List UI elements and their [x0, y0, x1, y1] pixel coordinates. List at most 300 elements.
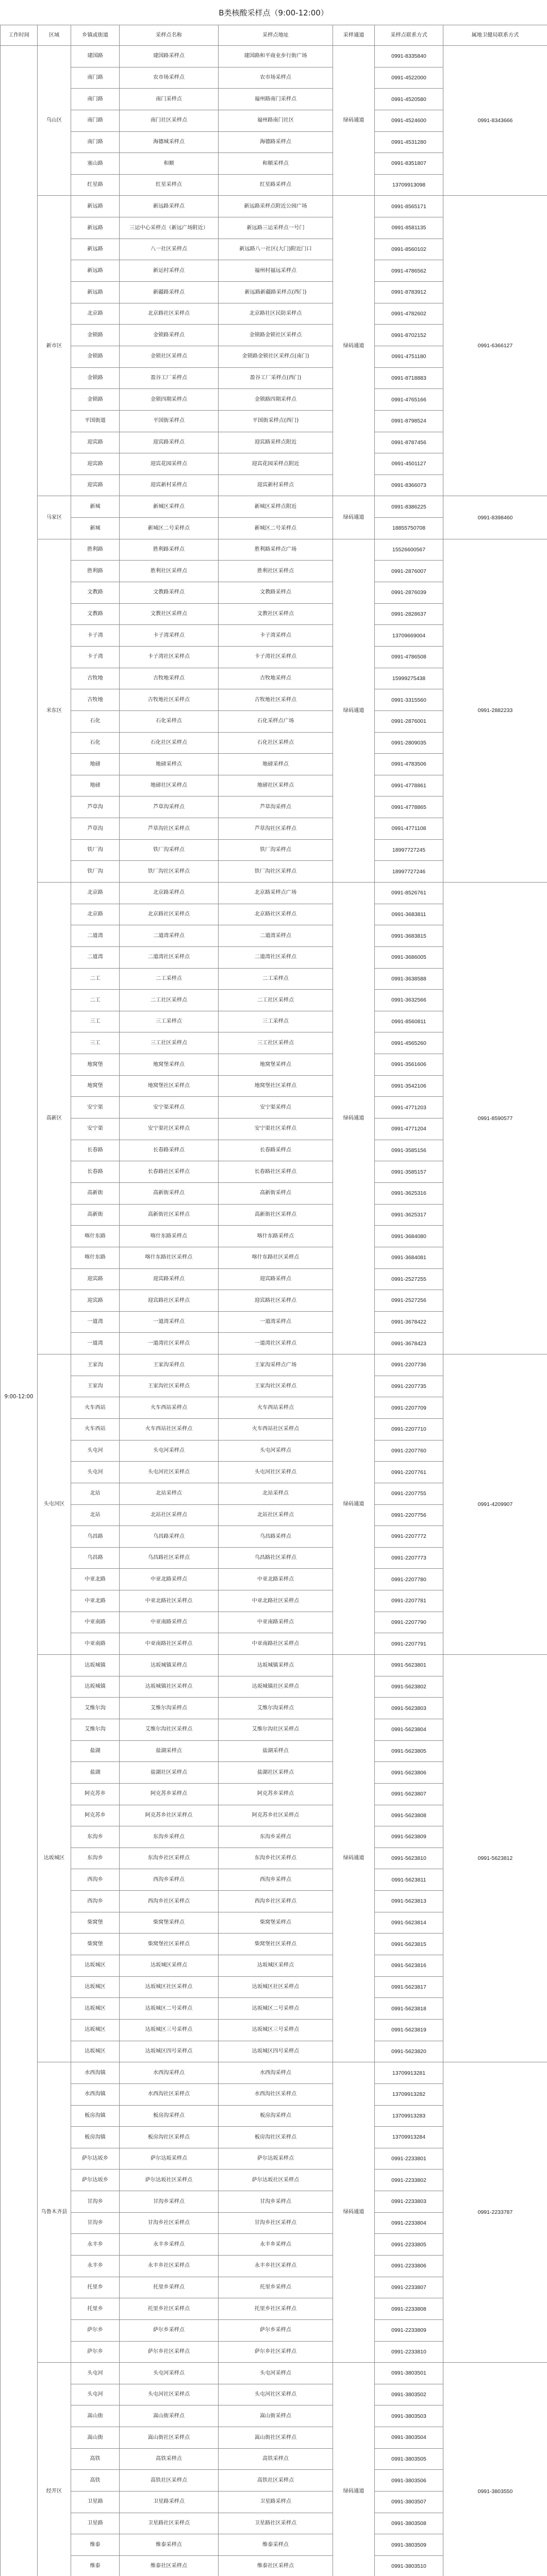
site-address-cell: 永丰乡社区采样点 — [219, 2255, 333, 2277]
town-cell: 金锁路 — [71, 325, 120, 346]
site-phone-cell: 15526600567 — [375, 539, 443, 561]
site-address-cell: 西沟乡社区采样点 — [219, 1891, 333, 1912]
site-phone-cell: 0991-8702152 — [375, 325, 443, 346]
site-address-cell: 萨尔达坂社区采样点 — [219, 2170, 333, 2191]
town-cell: 塞山路 — [71, 153, 120, 175]
region-cell: 头屯河区 — [38, 1354, 71, 1655]
health-phone-cell: 0991-8590577 — [443, 882, 547, 1354]
region-cell: 经开区 — [38, 2363, 71, 2576]
site-phone-cell: 13709913098 — [375, 174, 443, 196]
site-address-cell: 艾维尔沟采样点 — [219, 1698, 333, 1719]
town-cell: 北站 — [71, 1504, 120, 1526]
site-address-cell: 一道湾社区采样点 — [219, 1333, 333, 1354]
site-name-cell: 西沟乡采样点 — [120, 1869, 219, 1891]
site-address-cell: 喀什东路采样点 — [219, 1226, 333, 1247]
site-name-cell: 火车西站采样点 — [120, 1397, 219, 1419]
site-phone-cell: 0991-4778861 — [375, 775, 443, 796]
site-phone-cell: 0991-5623811 — [375, 1869, 443, 1891]
health-phone-cell: 0991-8343666 — [443, 46, 547, 196]
site-phone-cell: 0991-2233802 — [375, 2170, 443, 2191]
site-phone-cell: 0991-2876001 — [375, 710, 443, 732]
site-phone-cell: 0991-4565260 — [375, 1032, 443, 1054]
site-phone-cell: 0991-4751180 — [375, 346, 443, 367]
site-name-cell: 芦草沟社区采样点 — [120, 818, 219, 840]
site-phone-cell: 0991-3803501 — [375, 2363, 443, 2384]
site-name-cell: 达坂城镇社区采样点 — [120, 1676, 219, 1698]
region-cell: 乌山区 — [38, 46, 71, 196]
site-address-cell: 托里乡社区采样点 — [219, 2298, 333, 2320]
town-cell: 王家沟 — [71, 1376, 120, 1397]
site-address-cell: 盐湖社区采样点 — [219, 1762, 333, 1784]
site-address-cell: 迎宾路社区采样点 — [219, 1290, 333, 1312]
site-phone-cell: 0991-3803502 — [375, 2384, 443, 2405]
channel-cell: 绿码通道 — [333, 2363, 375, 2576]
site-address-cell: 萨尔乡社区采样点 — [219, 2341, 333, 2363]
town-cell: 二工 — [71, 990, 120, 1011]
site-address-cell: 东沟乡采样点 — [219, 1826, 333, 1848]
town-cell: 东沟乡 — [71, 1848, 120, 1869]
site-address-cell: 板房沟社区采样点 — [219, 2127, 333, 2148]
site-phone-cell: 0991-2809035 — [375, 732, 443, 754]
site-address-cell: 新远路采样点附近公园广场 — [219, 196, 333, 217]
site-name-cell: 高新街社区采样点 — [120, 1204, 219, 1226]
site-address-cell: 达坂城区社区采样点 — [219, 1976, 333, 1998]
town-cell: 水西沟镇 — [71, 2062, 120, 2084]
site-phone-cell: 0991-8787456 — [375, 432, 443, 453]
site-phone-cell: 0991-2207760 — [375, 1440, 443, 1462]
site-address-cell: 红星路采样点 — [219, 174, 333, 196]
site-phone-cell: 0991-3803506 — [375, 2470, 443, 2492]
channel-cell: 绿码通道 — [333, 2062, 375, 2363]
site-phone-cell: 0991-2233801 — [375, 2148, 443, 2170]
site-address-cell: 盈谷工厂采样点(西门) — [219, 367, 333, 389]
site-name-cell: 北京路采样点 — [120, 882, 219, 904]
site-phone-cell: 0991-8560811 — [375, 1011, 443, 1032]
site-address-cell: 萨尔乡采样点 — [219, 2319, 333, 2341]
town-cell: 金锁路 — [71, 346, 120, 367]
site-address-cell: 铁厂沟社区采样点 — [219, 861, 333, 883]
site-name-cell: 地窝堡社区采样点 — [120, 1075, 219, 1097]
town-cell: 迎宾路 — [71, 474, 120, 496]
site-phone-cell: 18997727246 — [375, 861, 443, 883]
site-phone-cell: 0991-8581135 — [375, 217, 443, 239]
town-cell: 新远路 — [71, 260, 120, 282]
site-address-cell: 金锁路四期采样点 — [219, 389, 333, 411]
site-address-cell: 王家沟采样点广场 — [219, 1354, 333, 1376]
site-name-cell: 长春路社区采样点 — [120, 1161, 219, 1183]
site-address-cell: 东沟乡社区采样点 — [219, 1848, 333, 1869]
table-row — [1, 1655, 547, 1676]
site-address-cell: 头屯河社区采样点 — [219, 2384, 333, 2405]
town-cell: 南门路 — [71, 89, 120, 110]
site-name-cell: 铁厂沟社区采样点 — [120, 861, 219, 883]
site-address-cell: 中亚南路社区采样点 — [219, 1633, 333, 1655]
site-phone-cell: 0991-5623817 — [375, 1976, 443, 1998]
town-cell: 一道湾 — [71, 1333, 120, 1354]
site-name-cell: 南门采样点 — [120, 89, 219, 110]
site-name-cell: 古牧地社区采样点 — [120, 689, 219, 711]
site-address-cell: 建国路和平商业步行街广场 — [219, 46, 333, 67]
town-cell: 二道湾 — [71, 925, 120, 947]
table-header-row — [1, 25, 547, 46]
town-cell: 迎宾路 — [71, 432, 120, 453]
town-cell: 地磅 — [71, 754, 120, 775]
town-cell: 新远路 — [71, 217, 120, 239]
site-name-cell: 维泰社区采样点 — [120, 2555, 219, 2576]
site-phone-cell: 0991-5623808 — [375, 1805, 443, 1826]
site-address-cell: 乌昌路采样点 — [219, 1526, 333, 1548]
site-name-cell: 北京路社区采样点 — [120, 904, 219, 925]
site-name-cell: 柴窝堡社区采样点 — [120, 1934, 219, 1955]
town-cell: 西沟乡 — [71, 1869, 120, 1891]
town-cell: 托里乡 — [71, 2277, 120, 2298]
site-phone-cell: 0991-2207790 — [375, 1612, 443, 1633]
site-phone-cell: 0991-3684081 — [375, 1247, 443, 1268]
town-cell: 嵩山街 — [71, 2405, 120, 2427]
work-time-cell: 9:00-12:00 — [1, 46, 38, 2576]
town-cell: 乌昌路 — [71, 1526, 120, 1548]
site-name-cell: 维泰采样点 — [120, 2534, 219, 2556]
site-address-cell: 高铁社区采样点 — [219, 2470, 333, 2492]
site-name-cell: 北京路社区采样点 — [120, 303, 219, 325]
site-address-cell: 卫星路社区采样点 — [219, 2513, 333, 2534]
site-address-cell: 福州路南门社区 — [219, 110, 333, 131]
town-cell: 新城 — [71, 496, 120, 518]
site-phone-cell: 0991-3625317 — [375, 1204, 443, 1226]
site-name-cell: 卡子湾采样点 — [120, 625, 219, 647]
table-row — [1, 2062, 547, 2084]
site-phone-cell: 0991-5623816 — [375, 1955, 443, 1977]
site-phone-cell: 0991-5623801 — [375, 1655, 443, 1676]
town-cell: 平国街道 — [71, 410, 120, 432]
channel-cell: 绿码通道 — [333, 882, 375, 1354]
town-cell: 甘沟乡 — [71, 2191, 120, 2213]
site-phone-cell: 0991-2828637 — [375, 603, 443, 625]
site-phone-cell: 0991-3803510 — [375, 2555, 443, 2576]
site-name-cell: 迎宾路社区采样点 — [120, 1290, 219, 1312]
site-name-cell: 东沟乡社区采样点 — [120, 1848, 219, 1869]
site-name-cell: 二道湾社区采样点 — [120, 946, 219, 968]
site-address-cell: 新远路三运采样点一号门 — [219, 217, 333, 239]
header-region: 区域 — [38, 25, 71, 46]
site-address-cell: 和顺采样点 — [219, 153, 333, 175]
site-phone-cell: 0991-3585157 — [375, 1161, 443, 1183]
site-name-cell: 文教社区采样点 — [120, 603, 219, 625]
town-cell: 金锁路 — [71, 389, 120, 411]
region-cell: 新市区 — [38, 196, 71, 496]
table-row — [1, 882, 547, 904]
site-name-cell: 北站社区采样点 — [120, 1504, 219, 1526]
town-cell: 中亚北路 — [71, 1569, 120, 1590]
town-cell: 南门路 — [71, 110, 120, 131]
site-phone-cell: 0991-5623807 — [375, 1783, 443, 1805]
town-cell: 嵩山街 — [71, 2427, 120, 2449]
town-cell: 阿克苏乡 — [71, 1783, 120, 1805]
site-phone-cell: 0991-5623813 — [375, 1891, 443, 1912]
site-address-cell: 高新街社区采样点 — [219, 1204, 333, 1226]
town-cell: 文教路 — [71, 603, 120, 625]
site-address-cell: 阿克苏乡社区采样点 — [219, 1805, 333, 1826]
town-cell: 板房沟镇 — [71, 2105, 120, 2127]
site-name-cell: 卫星路社区采样点 — [120, 2513, 219, 2534]
site-phone-cell: 0991-3625316 — [375, 1182, 443, 1204]
site-name-cell: 水西沟采样点 — [120, 2062, 219, 2084]
town-cell: 文教路 — [71, 582, 120, 604]
site-address-cell: 达坂城镇采样点 — [219, 1655, 333, 1676]
site-phone-cell: 0991-2233807 — [375, 2277, 443, 2298]
site-name-cell: 头屯河采样点 — [120, 1440, 219, 1462]
site-name-cell: 八一社区采样点 — [120, 239, 219, 260]
site-address-cell: 新城区采样点附近 — [219, 496, 333, 518]
site-address-cell: 古牧地采样点 — [219, 668, 333, 689]
site-phone-cell: 0991-5623819 — [375, 2019, 443, 2041]
site-name-cell: 水西沟社区采样点 — [120, 2083, 219, 2105]
site-name-cell: 达坂城区采样点 — [120, 1955, 219, 1977]
site-phone-cell: 0991-5623818 — [375, 1998, 443, 2020]
town-cell: 艾维尔沟 — [71, 1719, 120, 1740]
site-address-cell: 铁厂沟采样点 — [219, 839, 333, 861]
site-address-cell: 地窝堡社区采样点 — [219, 1075, 333, 1097]
site-name-cell: 萨尔达坂社区采样点 — [120, 2170, 219, 2191]
town-cell: 石化 — [71, 710, 120, 732]
site-name-cell: 永丰乡社区采样点 — [120, 2255, 219, 2277]
health-phone-cell: 0991-8398460 — [443, 496, 547, 539]
town-cell: 胜利路 — [71, 561, 120, 582]
site-name-cell: 王家沟采样点 — [120, 1354, 219, 1376]
site-address-cell: 高新街采样点 — [219, 1182, 333, 1204]
site-address-cell: 王家沟社区采样点 — [219, 1376, 333, 1397]
site-address-cell: 胜利路采样点广场 — [219, 539, 333, 561]
town-cell: 达坂城区 — [71, 1955, 120, 1977]
site-name-cell: 达坂城区三号采样点 — [120, 2019, 219, 2041]
town-cell: 喀什东路 — [71, 1226, 120, 1247]
site-name-cell: 农市场采样点 — [120, 67, 219, 89]
town-cell: 盐湖 — [71, 1740, 120, 1762]
site-name-cell: 铁厂沟采样点 — [120, 839, 219, 861]
site-phone-cell: 0991-4771108 — [375, 818, 443, 840]
town-cell: 达坂城区 — [71, 2019, 120, 2041]
health-phone-cell: 0991-6366127 — [443, 196, 547, 496]
site-address-cell: 萨尔达坂采样点 — [219, 2148, 333, 2170]
town-cell: 卫星路 — [71, 2513, 120, 2534]
site-address-cell: 中亚北路社区采样点 — [219, 1590, 333, 1612]
site-address-cell: 嵩山街社区采样点 — [219, 2427, 333, 2449]
site-phone-cell: 0991-2207736 — [375, 1354, 443, 1376]
town-cell: 二工 — [71, 968, 120, 990]
site-address-cell: 托里乡采样点 — [219, 2277, 333, 2298]
site-name-cell: 金锁路采样点 — [120, 325, 219, 346]
site-phone-cell: 18997727245 — [375, 839, 443, 861]
site-address-cell: 福州路南门采样点 — [219, 89, 333, 110]
site-phone-cell: 0991-5623805 — [375, 1740, 443, 1762]
table-body — [1, 46, 547, 2576]
site-phone-cell: 0991-4782602 — [375, 303, 443, 325]
site-address-cell: 平国街采样点(西门) — [219, 410, 333, 432]
site-address-cell: 西沟乡采样点 — [219, 1869, 333, 1891]
site-address-cell: 迎宾路采样点 — [219, 1268, 333, 1290]
site-address-cell: 新远路新疆路采样点(西门) — [219, 282, 333, 303]
site-address-cell: 北京路社区采样点 — [219, 904, 333, 925]
site-phone-cell: 0991-8783912 — [375, 282, 443, 303]
site-address-cell: 二工采样点 — [219, 968, 333, 990]
site-name-cell: 阿克苏乡社区采样点 — [120, 1805, 219, 1826]
site-phone-cell: 0991-4786562 — [375, 260, 443, 282]
site-address-cell: 长春路社区采样点 — [219, 1161, 333, 1183]
site-name-cell: 王家沟社区采样点 — [120, 1376, 219, 1397]
site-phone-cell: 0991-3678422 — [375, 1311, 443, 1333]
site-name-cell: 达坂城区四号采样点 — [120, 2041, 219, 2062]
site-address-cell: 长春路采样点 — [219, 1140, 333, 1161]
town-cell: 盐湖 — [71, 1762, 120, 1784]
site-phone-cell: 0991-3585156 — [375, 1140, 443, 1161]
town-cell: 安宁渠 — [71, 1097, 120, 1118]
site-name-cell: 头屯河社区采样点 — [120, 1462, 219, 1483]
site-address-cell: 达坂城区四号采样点 — [219, 2041, 333, 2062]
town-cell: 火车西站 — [71, 1397, 120, 1419]
town-cell: 喀什东路 — [71, 1247, 120, 1268]
town-cell: 南门路 — [71, 67, 120, 89]
region-cell: 马家区 — [38, 496, 71, 539]
town-cell: 萨尔达坂乡 — [71, 2148, 120, 2170]
site-name-cell: 迎宾花园采样点 — [120, 453, 219, 475]
site-address-cell: 甘沟乡社区采样点 — [219, 2212, 333, 2234]
town-cell: 头屯河 — [71, 2384, 120, 2405]
site-address-cell: 农市场采样点 — [219, 67, 333, 89]
site-address-cell: 石化社区采样点 — [219, 732, 333, 754]
table-row — [1, 46, 547, 67]
town-cell: 艾维尔沟 — [71, 1698, 120, 1719]
town-cell: 甘沟乡 — [71, 2212, 120, 2234]
town-cell: 卡子湾 — [71, 646, 120, 668]
site-phone-cell: 0991-2207780 — [375, 1569, 443, 1590]
town-cell: 高新街 — [71, 1204, 120, 1226]
channel-cell: 绿码通道 — [333, 196, 375, 496]
site-phone-cell: 0991-3803507 — [375, 2492, 443, 2513]
site-name-cell: 平国街采样点 — [120, 410, 219, 432]
town-cell: 萨尔乡 — [71, 2319, 120, 2341]
site-address-cell: 嵩山街采样点 — [219, 2405, 333, 2427]
site-phone-cell: 0991-2527256 — [375, 1290, 443, 1312]
town-cell: 乌昌路 — [71, 1547, 120, 1569]
site-address-cell: 北站采样点 — [219, 1483, 333, 1504]
site-phone-cell: 0991-5623814 — [375, 1912, 443, 1934]
town-cell: 胜利路 — [71, 539, 120, 561]
site-name-cell: 萨尔乡社区采样点 — [120, 2341, 219, 2363]
site-phone-cell: 0991-3542106 — [375, 1075, 443, 1097]
site-name-cell: 新远路采样点 — [120, 196, 219, 217]
channel-cell: 绿码通道 — [333, 496, 375, 539]
town-cell: 柴窝堡 — [71, 1912, 120, 1934]
town-cell: 石化 — [71, 732, 120, 754]
health-phone-cell: 0991-3803550 — [443, 2363, 547, 2576]
site-name-cell: 达坂城区社区采样点 — [120, 1976, 219, 1998]
site-phone-cell: 13709913282 — [375, 2083, 443, 2105]
town-cell: 新远路 — [71, 282, 120, 303]
page-title: B类核酸采样点（9:00-12:00） — [219, 8, 328, 18]
site-name-cell: 和顺 — [120, 153, 219, 175]
town-cell: 地窝堡 — [71, 1054, 120, 1076]
site-phone-cell: 13709913281 — [375, 2062, 443, 2084]
site-address-cell: 达坂城区采样点 — [219, 1955, 333, 1977]
site-address-cell: 柴窝堡社区采样点 — [219, 1934, 333, 1955]
site-name-cell: 达坂城镇采样点 — [120, 1655, 219, 1676]
health-phone-cell: 0991-4209907 — [443, 1354, 547, 1655]
site-phone-cell: 0991-8526761 — [375, 882, 443, 904]
header-site-phone: 采样点联系方式 — [375, 25, 443, 46]
site-name-cell: 石化采样点 — [120, 710, 219, 732]
site-name-cell: 金锁四期采样点 — [120, 389, 219, 411]
site-name-cell: 嵩山街社区采样点 — [120, 2427, 219, 2449]
site-address-cell: 三工社区采样点 — [219, 1032, 333, 1054]
site-name-cell: 中亚南路采样点 — [120, 1612, 219, 1633]
site-phone-cell: 0991-2207755 — [375, 1483, 443, 1504]
site-address-cell: 柴窝堡采样点 — [219, 1912, 333, 1934]
site-address-cell: 三工采样点 — [219, 1011, 333, 1032]
site-address-cell: 福州村福远采样点 — [219, 260, 333, 282]
town-cell: 建国路 — [71, 46, 120, 67]
site-name-cell: 二道湾采样点 — [120, 925, 219, 947]
site-phone-cell: 0991-2207791 — [375, 1633, 443, 1655]
site-phone-cell: 0991-8798524 — [375, 410, 443, 432]
site-address-cell: 芦草沟采样点 — [219, 796, 333, 818]
site-name-cell: 盈谷工厂采样点 — [120, 367, 219, 389]
town-cell: 维泰 — [71, 2534, 120, 2556]
site-address-cell: 乌昌路社区采样点 — [219, 1547, 333, 1569]
region-cell: 乌鲁木齐县 — [38, 2062, 71, 2363]
site-name-cell: 火车西站社区采样点 — [120, 1419, 219, 1440]
town-cell: 高铁 — [71, 2448, 120, 2470]
site-name-cell: 胜利路采样点 — [120, 539, 219, 561]
site-phone-cell: 0991-5623804 — [375, 1719, 443, 1740]
site-phone-cell: 13709913284 — [375, 2127, 443, 2148]
site-name-cell: 一道湾采样点 — [120, 1311, 219, 1333]
site-phone-cell: 0991-3678423 — [375, 1333, 443, 1354]
town-cell: 北站 — [71, 1483, 120, 1504]
table-row — [1, 1354, 547, 1376]
site-name-cell: 迎宾新村采样点 — [120, 474, 219, 496]
town-cell: 达坂城区 — [71, 1976, 120, 1998]
site-name-cell: 中亚北路社区采样点 — [120, 1590, 219, 1612]
site-name-cell: 迎宾路采样点 — [120, 432, 219, 453]
site-name-cell: 头屯河社区采样点 — [120, 2384, 219, 2405]
region-cell: 米东区 — [38, 539, 71, 882]
site-address-cell: 水西沟社区采样点 — [219, 2083, 333, 2105]
site-name-cell: 新疆路采样点 — [120, 282, 219, 303]
site-phone-cell: 0991-3803509 — [375, 2534, 443, 2556]
town-cell: 萨尔达坂乡 — [71, 2170, 120, 2191]
site-name-cell: 艾维尔沟社区采样点 — [120, 1719, 219, 1740]
site-phone-cell: 0991-3684080 — [375, 1226, 443, 1247]
site-name-cell: 达坂城区二号采样点 — [120, 1998, 219, 2020]
site-name-cell: 头屯河采样点 — [120, 2363, 219, 2384]
site-name-cell: 红星采样点 — [120, 174, 219, 196]
site-address-cell: 迎宾新村采样点 — [219, 474, 333, 496]
health-phone-cell: 0991-5623812 — [443, 1655, 547, 2062]
town-cell: 中亚北路 — [71, 1590, 120, 1612]
site-phone-cell: 0991-4771203 — [375, 1097, 443, 1118]
site-address-cell: 迎宾路采样点附近 — [219, 432, 333, 453]
site-address-cell: 金锁路金锁社区采样点(南门) — [219, 346, 333, 367]
site-address-cell: 新远路八一社区(大门)附近门口 — [219, 239, 333, 260]
town-cell: 北京路 — [71, 882, 120, 904]
town-cell: 头屯河 — [71, 2363, 120, 2384]
site-name-cell: 三工社区采样点 — [120, 1032, 219, 1054]
health-phone-cell: 0991-2882233 — [443, 539, 547, 882]
site-phone-cell: 0991-4765166 — [375, 389, 443, 411]
site-phone-cell: 0991-2207773 — [375, 1547, 443, 1569]
town-cell: 长春路 — [71, 1140, 120, 1161]
site-address-cell: 卡子湾社区采样点 — [219, 646, 333, 668]
